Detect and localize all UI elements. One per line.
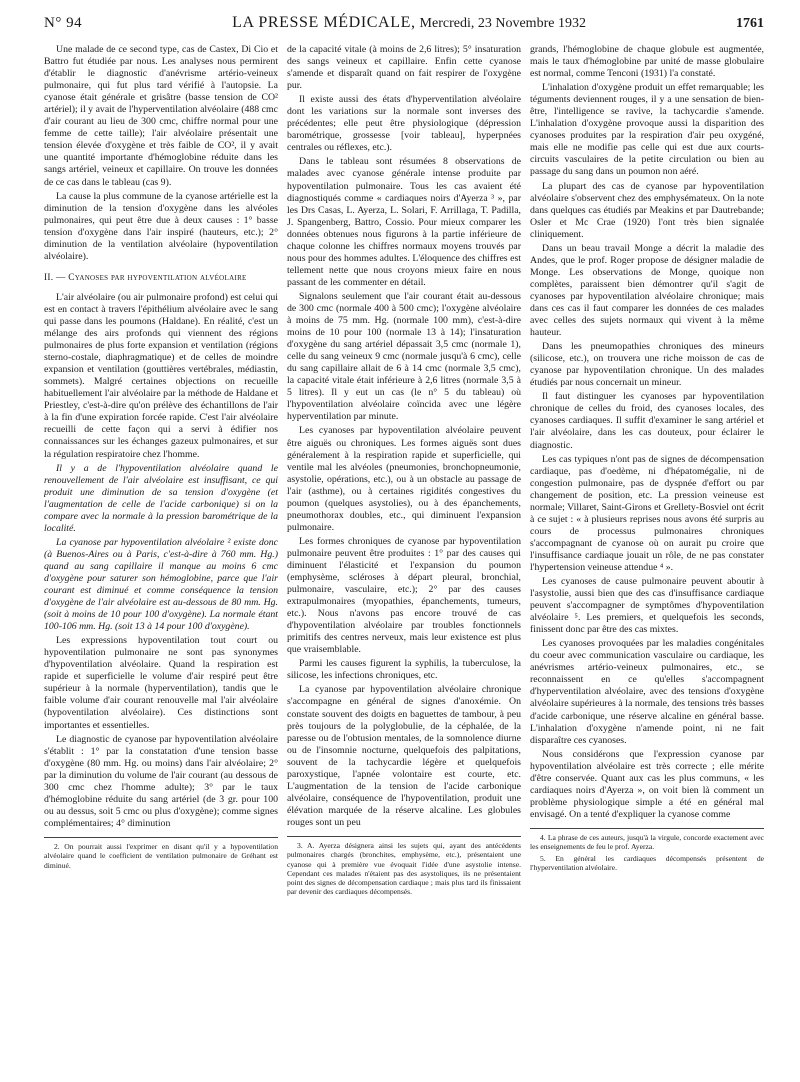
paragraph: Les formes chroniques de cyanose par hypoventilation pulmonaire peuvent être produites : 1° par des causes qui diminuent l'élasticité et l'expansion du poumon (emphysème, scléroses à départ pleural, bronchial, pulmonaire, vasculaire, etc.); 2° par des causes extrapulmonaires (myopathies, épanchements, tumeurs, etc.). Nous n'avons pas encore trouvé de cas d'hypoventilation alvéolaire par troubles fonctionnels primitifs des centres nerveux, mais leur existence est plus que vraisemblable.	[287, 535, 521, 656]
footnotes	[530, 828, 764, 872]
paragraph: La cyanose par hypoventilation alvéolaire ² existe donc (à Buenos-Aires ou à Paris, c'est-à-dire à 760 mm. Hg.) quand au sang capillaire il manque au moins 6 cmc d'oxygène pour saturer son hémoglobine, parce que l'air courant est diminué et comme conséquence la tension d'oxygène de l'air alvéolaire est au-dessous de 80 mm. Hg. (soit à moins de 10 pour 100 d'oxygène). La normale étant 100-106 mm. Hg. (soit 13 à 14 pour 100 d'oxygène).	[44, 536, 278, 633]
column-1	[44, 44, 278, 1074]
paragraph: Nous considérons que l'expression cyanose par hypoventilation alvéolaire est très correcte ; elle mérite d'être conservée. Quant aux cas les plus communs, « les cardiaques noirs d'Ayerza », on voit bien là comment un problème physiologique simple a été en général mal envisagé. On a tenté d'expliquer la cyanose comme	[530, 748, 764, 820]
paragraph: Le diagnostic de cyanose par hypoventilation alvéolaire s'établit : 1° par la constatation d'une tension basse d'oxygène (80 mm. Hg. ou moins) dans l'air alvéolaire; 2° par la diminution du volume de l'air courant (au dessous de 300 cmc chez l'homme adulte); 3° par le taux d'hémoglobine réduite du sang artériel (de 3 gr. pour 100 ou au dessus, soit 5 cmc ou plus d'oxygène); comme signes complémentaires; 4° diminution	[44, 733, 278, 829]
paragraph: Une malade de ce second type, cas de Castex, Di Cio et Battro fut étudiée par nous. Les analyses nous permirent d'établir le diagnostic d'anévrisme artério-veineux pulmonaire, qui fut plus tard vérifié à l'autopsie. La cyanose était générale et grisâtre (basse tension de CO² artériel); il y avait de l'hyperventilation alvéolaire (488 cmc d'air courant au lieu de 300 cmc, chiffre normal pour une femme de cette taille); l'air alvéolaire présentait une tension élevée d'oxygène et très faible de CO², il y avait une quantité importante d'hémoglobine réduite dans les sangs artériel, veineux et capillaire. On trouve les données de ce cas dans le tableau (cas 9).	[44, 44, 278, 188]
column-3	[530, 44, 764, 1074]
footnote: 5. En général les cardiaques décompensés présentent de l'hyperventilation alvéolaire.	[530, 853, 764, 872]
issue-date: Mercredi, 23 Novembre 1932	[419, 16, 586, 31]
paragraph: Les cyanoses par hypoventilation alvéolaire peuvent être aiguës ou chroniques. Les formes aiguës sont dues généralement à la respiration rapide et superficielle, qui ventile mal les alvéoles (pneumonies, bronchopneumonie, asystolie, opérations, etc.), ou à un obstacle au passage de l'air (asthme), ou à certaines rigidités congestives du poumon (quelques asystolies), ou à des épanchements, pneumothorax doubles, etc., qui diminuent l'expansion pulmonaire.	[287, 425, 521, 533]
paragraph: Les cyanoses provoquées par les maladies congénitales du coeur avec communication vasculaire ou cardiaque, les anévrismes artério-veineux pulmonaires, etc., se reconnaissent en ce qu'elles s'accompagnent d'hyperventilation alvéolaire, avec des tensions d'oxygène alvéolaire supérieures à la normale, des tensions très basses d'acide carbonique, une réserve alcaline en général basse. L'inhalation d'oxygène n'amende point, ni ne fait disparaître ces cyanoses.	[530, 638, 764, 746]
paragraph: Les cas typiques n'ont pas de signes de décompensation cardiaque, pas d'oedème, ni d'hépatomégalie, ni de congestion pulmonaire, pas de dyspnée d'effort ou par changement de position, etc. La pression veineuse est normale; Villaret, Saint-Girons et Grellety-Bosviel ont écrit à ce sujet : « à plusieurs reprises nous avons été surpris au cours de processus pulmonaires chroniques s'accompagnant de cyanose où on aurait pu croire que l'insuffisance cardiaque jouait un rôle, de ne pas constater l'hypertension veineuse attendue ⁴ ».	[530, 453, 764, 573]
paragraph: Il existe aussi des états d'hyperventilation alvéolaire dont les variations sur la normale sont inverses des précédentes; elle peut être physiologique (dépression barométrique, grossesse [voir tableau], hyperpnées centrales ou réflexes, etc.).	[287, 94, 521, 154]
paragraph: Il y a de l'hypoventilation alvéolaire quand le renouvellement de l'air alvéolaire est insuffisant, ce qui produit une diminution de sa tension d'oxygène (et l'augmentation de celle de l'acide carbonique) si on la compare avec la normale à la pression barométrique de la localité.	[44, 462, 278, 534]
section-heading: II. — Cyanoses par hypoventilation alvéolaire	[44, 272, 247, 283]
paragraph: Dans un beau travail Monge a décrit la maladie des Andes, que le prof. Roger propose de désigner maladie de Monge. Les observations de Monge, quoique non complètes, paraissent bien démontrer qu'il s'agit de cyanoses par hypoventilation alvéolaire chronique; mais dans ces cas il faut comparer les données de ces malades avec celles des sujets normaux qui vivent à la même hauteur.	[530, 242, 764, 339]
paragraph: La plupart des cas de cyanose par hypoventilation alvéolaire s'observent chez des emphysémateux. On la note dans quelques cas étudiés par Meakins et par Dautrebande; Osler et Mc Crae (1920) l'ont très bien signalée cliniquement.	[530, 180, 764, 240]
paragraph: Signalons seulement que l'air courant était au-dessous de 300 cmc (normale 400 à 500 cmc); l'oxygène alvéolaire à moins de 75 mm. Hg. (normale 100 mm), c'est-à-dire moins de 10 pour 100 (normale 13 à 14); l'insaturation d'oxygène du sang artériel dépassait 3,5 cmc (normale 1), celle du sang veineux 9 cmc (normale jusqu'à 6 cmc), celle du sang capillaire allait de 6 à 14 cmc (normale 3,5 cmc), la capacité vitale était inférieure à 2,6 litres (normale 3,5 à 5 litres). Il y eut un cas (le n° 5 du tableau) où l'hypoventilation alvéolaire coïncida avec une légère hyperventilation par minute.	[287, 290, 521, 423]
paragraph: La cyanose par hypoventilation alvéolaire chronique s'accompagne en général de signes d'anoxémie. On constate souvent des doigts en baguettes de tambour, à peu près toujours de la polyglobulie, de la céphalée, de la paresse ou de l'obtusion mentales, de la somnolence diurne ou de l'insomnie nocturne, quelquefois des palpitations, souvent de la tachycardie légère et quelquefois paroxystique, l'apnée volontaire est courte, etc. L'augmentation de la tension de l'acide carbonique alvéolaire, conséquence de l'hypoventilation, produit une élévation marquée de la réserve alcaline. Les globules rouges sont un peu	[287, 684, 521, 828]
paragraph: Dans le tableau sont résumées 8 observations de malades avec cyanose générale intense produite par hypoventilation pulmonaire. Tous les cas avaient été diagnostiqués comme « cardiaques noirs d'Ayerza ³ », par les Drs Casas, L. Ayerza, L. Solari, F. Arrillaga, T. Padilla, J. Spangenberg, Battro, Cossio. Pour mieux comparer les données obtenues nous figurons à la partie inférieure de chaque colonne les chiffres normaux moyens trouvés par nous pour des hommes adultes. L'éloquence des chiffres est tellement nette que nous croyons mieux faire en nous passant de les commenter en détail.	[287, 156, 521, 288]
footnote: 3. A. Ayerza désignera ainsi les sujets qui, ayant des antécédents pulmonaires chargés (bronchites, emphysème, etc.), présentaient une cyanose qui à première vue évoquait l'idée d'une asystolie intense. Cependant ces malades n'étaient pas des asystoliques, ils ne présentaient point des signes de décompensation cardiaque ; mais plus tard ils finissaient par devenir des cardiaques décompensés.	[287, 841, 521, 897]
page-number: 1761	[735, 16, 764, 31]
paragraph: Parmi les causes figurent la syphilis, la tuberculose, la silicose, les infections chroniques, etc.	[287, 658, 521, 682]
paragraph: de la capacité vitale (à moins de 2,6 litres); 5° insaturation des sangs veineux et capillaire. Enfin cette cyanose s'amende et disparaît quand on fait respirer de l'oxygène pur.	[287, 44, 521, 92]
paragraph: Les cyanoses de cause pulmonaire peuvent aboutir à l'asystolie, aussi bien que des cas d'insuffisance cardiaque peuvent s'accompagner de symptômes d'hypoventilation alvéolaire ⁵. Les premiers, et quelquefois les seconds, finissent donc par être des cas mixtes.	[530, 576, 764, 636]
issue-number: N° 94	[44, 15, 83, 31]
footnote: 4. La phrase de ces auteurs, jusqu'à la virgule, concorde exactement avec les enseignements de feu le prof. Ayerza.	[530, 832, 764, 852]
article-body	[44, 44, 764, 1076]
footnotes	[44, 837, 278, 870]
paragraph: L'air alvéolaire (ou air pulmonaire profond) est celui qui est en contact à travers l'épithélium alvéolaire avec le sang qui passe dans les poumons (Haldane). En réalité, c'est un mélange des airs profonds qui viennent des régions pulmonaires de plus forte expansion et ventilation (régions sterno-costale, diaphragmatique) et de celles de moindre expansion et ventilation (gouttières vertébrales, médiastin, sommets). Malgré certaines objections on recueille habituellement l'air alvéolaire par la méthode de Haldane et Priestley, c'est-à-dire qu'on prélève des échantillons de l'air à la fin d'une expiration forcée rapide. C'est l'air alvéolaire recueilli de cette façon qui a servi à édifier nos connaissances sur les échanges gazeux pulmonaires, et sur la régulation respiratoire chez l'homme.	[44, 291, 278, 460]
journal-title-block	[232, 14, 586, 32]
footnote: 2. On pourrait aussi l'exprimer en disant qu'il y a hypoventilation alvéolaire quand le coefficient de ventilation pulmonaire de Gréhant est diminué.	[44, 841, 278, 870]
journal-title: LA PRESSE MÉDICALE,	[232, 14, 416, 31]
running-header	[44, 14, 764, 40]
footnotes	[287, 836, 521, 897]
paragraph: Dans les pneumopathies chroniques des mineurs (silicose, etc.), on trouvera une riche moisson de cas de cyanose par hypoventilation chronique. Un des malades étudiés par nous concernait un mineur.	[530, 341, 764, 389]
paragraph: Les expressions hypoventilation tout court ou hypoventilation pulmonaire ne sont pas synonymes d'hypoventilation alvéolaire. Quand la respiration est rapide et superficielle le volume d'air respiré peut être supérieur à la normale (hyperventilation), tandis que le faible volume d'air courant renouvelle mal l'air alvéolaire (hypoventilation alvéolaire). Ces distinctions sont importantes et essentielles.	[44, 635, 278, 731]
paragraph: Il faut distinguer les cyanoses par hypoventilation chronique de celles du froid, des cyanoses locales, des cyanoses cardiaques. Il suffit d'examiner le sang artériel et l'air alvéolaire, dans les cas douteux, pour éclairer le diagnostic.	[530, 391, 764, 451]
paragraph: La cause la plus commune de la cyanose artérielle est la diminution de la tension d'oxygène dans les alvéoles pulmonaires, qui peut être due à deux causes : 1° basse tension d'oxygène dans l'air inspiré (hauteurs, etc.); 2° diminution de la ventilation alvéolaire (hypoventilation alvéolaire).	[44, 190, 278, 262]
paragraph: grands, l'hémoglobine de chaque globule est augmentée, mais le taux d'hémoglobine par unité de masse globulaire est normal, comme Tenconi (1931) l'a constaté.	[530, 44, 764, 80]
paragraph: L'inhalation d'oxygène produit un effet remarquable; les téguments deviennent rouges, il y a une sensation de bien-être, l'intelligence se ravive, la tachycardie s'amende. L'inhalation d'oxygène provoque aussi la disparition des cyanoses produites par la respiration d'air peu oxygéné, mais elle ne modifie pas celle qui est due aux courts-circuits vasculaires de la petite circulation ou bien au passage du sang dans un poumon non aéré.	[530, 82, 764, 178]
column-2	[287, 44, 521, 1074]
